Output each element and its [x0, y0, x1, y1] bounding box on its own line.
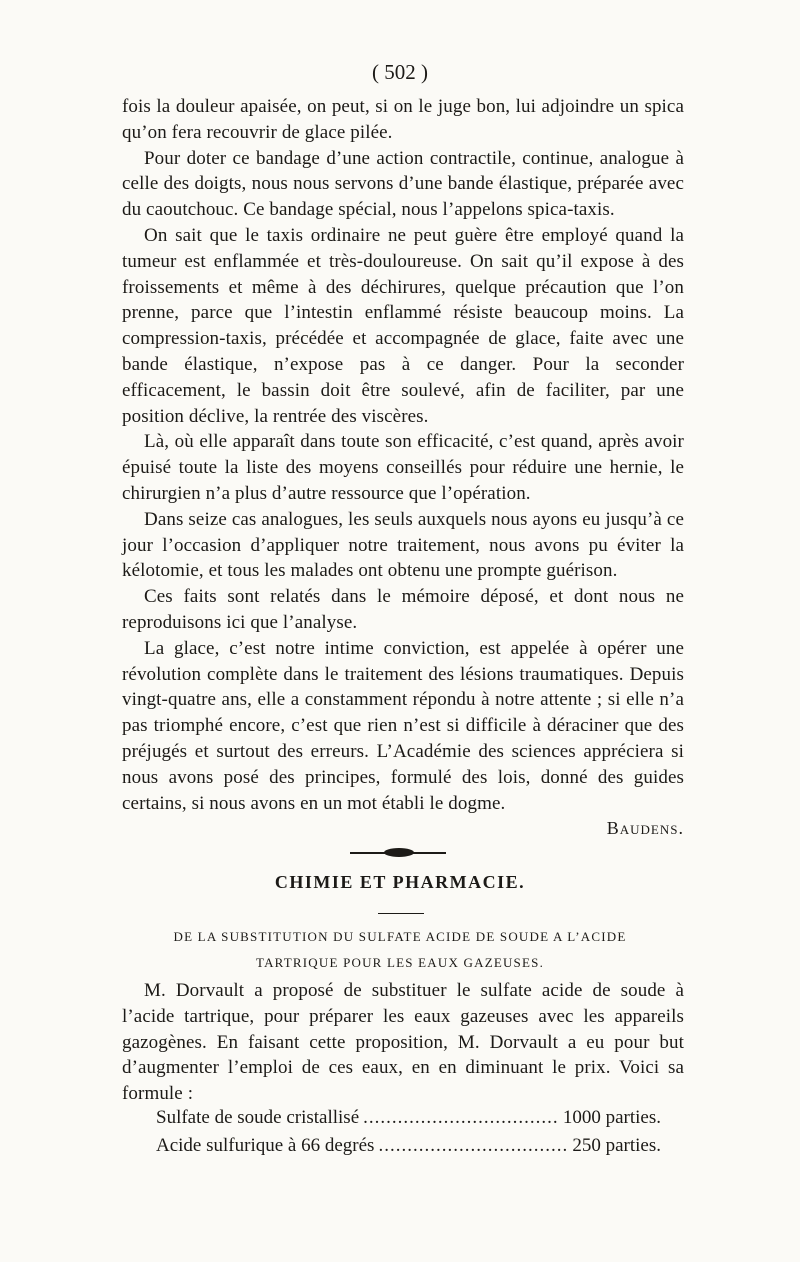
paragraph: On sait que le taxis ordinaire ne peut guère être employé quand la tumeur est enflammée et très-douloureuse. On sait qu’il expose à des froissements et même à des déchirures, quelque précaution que l’on prenne, parce que l’intestin enflammé résiste beaucoup moins. La compression-taxis, précédée et accompagnée de glace, faite avec une bande élastique, n’expose pas à ce danger. Pour la seconder efficacement, le bassin doit être soulevé, afin de faciliter, par une position déclive, la rentrée des viscères. [122, 224, 684, 427]
author-signature: Baudens. [606, 818, 684, 838]
section-divider [378, 913, 424, 914]
article-body [122, 94, 684, 816]
formula-table [156, 1104, 661, 1160]
formula-row [156, 1104, 661, 1132]
paragraph: La glace, c’est notre intime conviction, est appelée à opérer une révolution complète dans le traitement des lésions traumatiques. Depuis vingt-quatre ans, elle a constamment répondu à notre attente ; si elle n’a pas triomphé encore, c’est que rien n’est si difficile à déraciner que des préjugés et surtout des erreurs. L’Académie des sciences appréciera si nous avons posé des principes, formulé des lois, donné des guides certains, si nous avons en un mot établi le dogme. [122, 637, 684, 814]
section-title: CHIMIE ET PHARMACIE. [274, 872, 526, 892]
paragraph: Pour doter ce bandage d’une action contractile, continue, analogue à celle des doigts, nous nous servons d’une bande élastique, préparée avec du caoutchouc. Ce bandage spécial, nous l’appelons spica-taxis. [122, 147, 684, 221]
article-subtitle-line1: DE LA SUBSTITUTION DU SULFATE ACIDE DE SOUDE A L’ACIDE [173, 929, 627, 944]
formula-ingredient: Sulfate de soude cristallisé [156, 1107, 360, 1128]
formula-row [156, 1132, 661, 1160]
formula-quantity: 1000 parties. [562, 1107, 661, 1128]
leader-dots [363, 1104, 559, 1132]
formula-ingredient: Acide sulfurique à 66 degrés [156, 1135, 375, 1156]
leader-dots [378, 1132, 568, 1160]
ornament-center [384, 848, 414, 857]
formula-quantity: 250 parties. [572, 1135, 661, 1156]
article-body-2 [122, 978, 684, 1107]
article-subtitle-line2: TARTRIQUE POUR LES EAUX GAZEUSES. [255, 955, 545, 970]
paragraph: Dans seize cas analogues, les seuls auxquels nous ayons eu jusqu’à ce jour l’occasion d’appliquer notre traitement, nous avons pu éviter la kélotomie, et tous les malades ont obtenu une prompte guérison. [122, 508, 684, 582]
page-number: ( 502 ) [372, 60, 428, 84]
paragraph: M. Dorvault a proposé de substituer le sulfate acide de soude à l’acide tartrique, pour préparer les eaux gazeuses avec les appareils gazogènes. En faisant cette proposition, M. Dorvault a eu pour but d’augmenter l’emploi de ces eaux, en en diminuant le prix. Voici sa formule : [122, 980, 684, 1105]
paragraph: Ces faits sont relatés dans le mémoire déposé, et dont nous ne reproduisons ici que l’analyse. [122, 586, 684, 633]
paragraph: Là, où elle apparaît dans toute son efficacité, c’est quand, après avoir épuisé toute la liste des moyens conseillés pour réduire une hernie, le chirurgien n’a plus d’autre ressource que l’opération. [122, 431, 684, 504]
paragraph: fois la douleur apaisée, on peut, si on le juge bon, lui adjoindre un spica qu’on fera recouvrir de glace pilée. [122, 96, 684, 143]
